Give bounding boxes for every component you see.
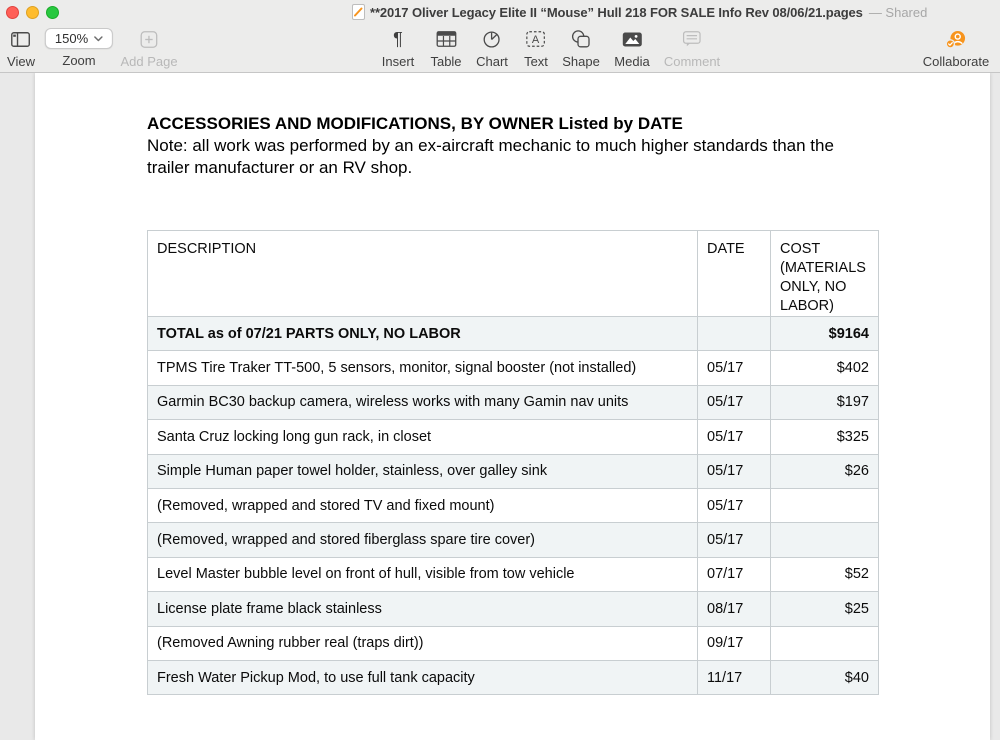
- zoom-value: 150%: [54, 31, 89, 46]
- document-proxy-icon[interactable]: [352, 4, 365, 20]
- description-cell[interactable]: Fresh Water Pickup Mod, to use full tank capacity: [148, 660, 698, 694]
- table-row: [148, 351, 879, 385]
- cost-cell[interactable]: $402: [771, 351, 879, 385]
- comment-icon: [683, 31, 701, 47]
- chart-button[interactable]: [476, 28, 508, 69]
- header-description[interactable]: DESCRIPTION: [148, 231, 698, 317]
- header-cost[interactable]: COST (MATERIALS ONLY, NO LABOR): [771, 231, 879, 317]
- collaborate-icon: [946, 30, 966, 49]
- date-cell[interactable]: [698, 317, 771, 351]
- media-icon: [622, 32, 642, 47]
- cost-cell[interactable]: $197: [771, 385, 879, 419]
- date-cell[interactable]: 08/17: [698, 592, 771, 626]
- description-cell[interactable]: (Removed, wrapped and stored TV and fixed mount): [148, 488, 698, 522]
- window-controls: [6, 6, 59, 19]
- chevron-down-icon: [94, 36, 103, 42]
- table-button[interactable]: [430, 28, 461, 69]
- titlebar: [352, 4, 927, 20]
- plus-icon: [140, 31, 157, 48]
- date-cell[interactable]: 05/17: [698, 454, 771, 488]
- date-cell[interactable]: 05/17: [698, 351, 771, 385]
- media-label: Media: [614, 54, 650, 69]
- date-cell[interactable]: 05/17: [698, 488, 771, 522]
- insert-label: Insert: [381, 54, 415, 69]
- description-cell[interactable]: Simple Human paper towel holder, stainless, over galley sink: [148, 454, 698, 488]
- description-cell[interactable]: Level Master bubble level on front of hull, visible from tow vehicle: [148, 557, 698, 591]
- window-title: **2017 Oliver Legacy Elite II “Mouse” Hull 218 FOR SALE Info Rev 08/06/21.pages: [370, 4, 863, 20]
- fullscreen-button[interactable]: [46, 6, 59, 19]
- table-row: [148, 660, 879, 694]
- date-cell[interactable]: 05/17: [698, 420, 771, 454]
- collaborate-button[interactable]: [923, 28, 990, 69]
- description-cell[interactable]: TPMS Tire Traker TT-500, 5 sensors, monitor, signal booster (not installed): [148, 351, 698, 385]
- table-row: [148, 385, 879, 419]
- cost-cell[interactable]: $26: [771, 454, 879, 488]
- document-canvas: [0, 73, 1000, 740]
- chart-icon: [483, 31, 500, 48]
- accessories-table[interactable]: [147, 230, 879, 695]
- text-icon: [527, 31, 546, 47]
- description-cell[interactable]: (Removed, wrapped and stored fiberglass spare tire cover): [148, 523, 698, 557]
- table-row: [148, 557, 879, 591]
- document-page[interactable]: [35, 73, 990, 740]
- doc-heading[interactable]: ACCESSORIES AND MODIFICATIONS, BY OWNER Listed by DATE: [147, 114, 683, 133]
- description-cell[interactable]: TOTAL as of 07/21 PARTS ONLY, NO LABOR: [148, 317, 698, 351]
- shared-status-label: — Shared: [868, 4, 928, 20]
- table-icon: [436, 31, 456, 47]
- table-row-total: [148, 317, 879, 351]
- table-row: [148, 454, 879, 488]
- table-row: [148, 488, 879, 522]
- insert-button[interactable]: [382, 28, 415, 69]
- view-button[interactable]: [7, 28, 35, 69]
- cost-cell[interactable]: [771, 626, 879, 660]
- zoom-label: Zoom: [62, 53, 96, 68]
- sidebar-icon: [11, 32, 30, 47]
- add-page-button[interactable]: [120, 28, 177, 69]
- date-cell[interactable]: 11/17: [698, 660, 771, 694]
- description-cell[interactable]: License plate frame black stainless: [148, 592, 698, 626]
- zoom-dropdown[interactable]: [45, 28, 113, 68]
- media-button[interactable]: [614, 28, 649, 69]
- pilcrow-icon: ¶: [393, 29, 403, 49]
- cost-cell[interactable]: $9164: [771, 317, 879, 351]
- svg-text:A: A: [532, 34, 540, 46]
- text-label: Text: [524, 54, 548, 69]
- shape-button[interactable]: [562, 28, 600, 69]
- comment-label: Comment: [663, 54, 721, 69]
- table-row: [148, 626, 879, 660]
- description-cell[interactable]: (Removed Awning rubber real (traps dirt)): [148, 626, 698, 660]
- date-cell[interactable]: 05/17: [698, 385, 771, 419]
- chart-label: Chart: [476, 54, 508, 69]
- table-row: [148, 420, 879, 454]
- collaborate-label: Collaborate: [922, 54, 990, 69]
- close-button[interactable]: [6, 6, 19, 19]
- description-cell[interactable]: Garmin BC30 backup camera, wireless works with many Gamin nav units: [148, 385, 698, 419]
- text-button[interactable]: [524, 28, 548, 69]
- doc-note[interactable]: Note: all work was performed by an ex-aircraft mechanic to much higher standards than the trailer manufacturer or an RV shop.: [147, 136, 834, 177]
- table-label: Table: [430, 54, 462, 69]
- cost-cell[interactable]: $52: [771, 557, 879, 591]
- date-cell[interactable]: 05/17: [698, 523, 771, 557]
- table-header-row: [148, 231, 879, 317]
- cost-cell[interactable]: $325: [771, 420, 879, 454]
- cost-cell[interactable]: [771, 523, 879, 557]
- date-cell[interactable]: 09/17: [698, 626, 771, 660]
- comment-button[interactable]: [664, 28, 720, 69]
- shape-icon: [572, 30, 591, 48]
- cost-cell[interactable]: $25: [771, 592, 879, 626]
- shape-label: Shape: [562, 54, 600, 69]
- minimize-button[interactable]: [26, 6, 39, 19]
- header-date[interactable]: DATE: [698, 231, 771, 317]
- cost-cell[interactable]: [771, 488, 879, 522]
- table-row: [148, 523, 879, 557]
- add-page-label: Add Page: [120, 54, 178, 69]
- date-cell[interactable]: 07/17: [698, 557, 771, 591]
- window-chrome: [0, 0, 1000, 73]
- description-cell[interactable]: Santa Cruz locking long gun rack, in closet: [148, 420, 698, 454]
- view-label: View: [7, 54, 35, 69]
- cost-cell[interactable]: $40: [771, 660, 879, 694]
- table-row: [148, 592, 879, 626]
